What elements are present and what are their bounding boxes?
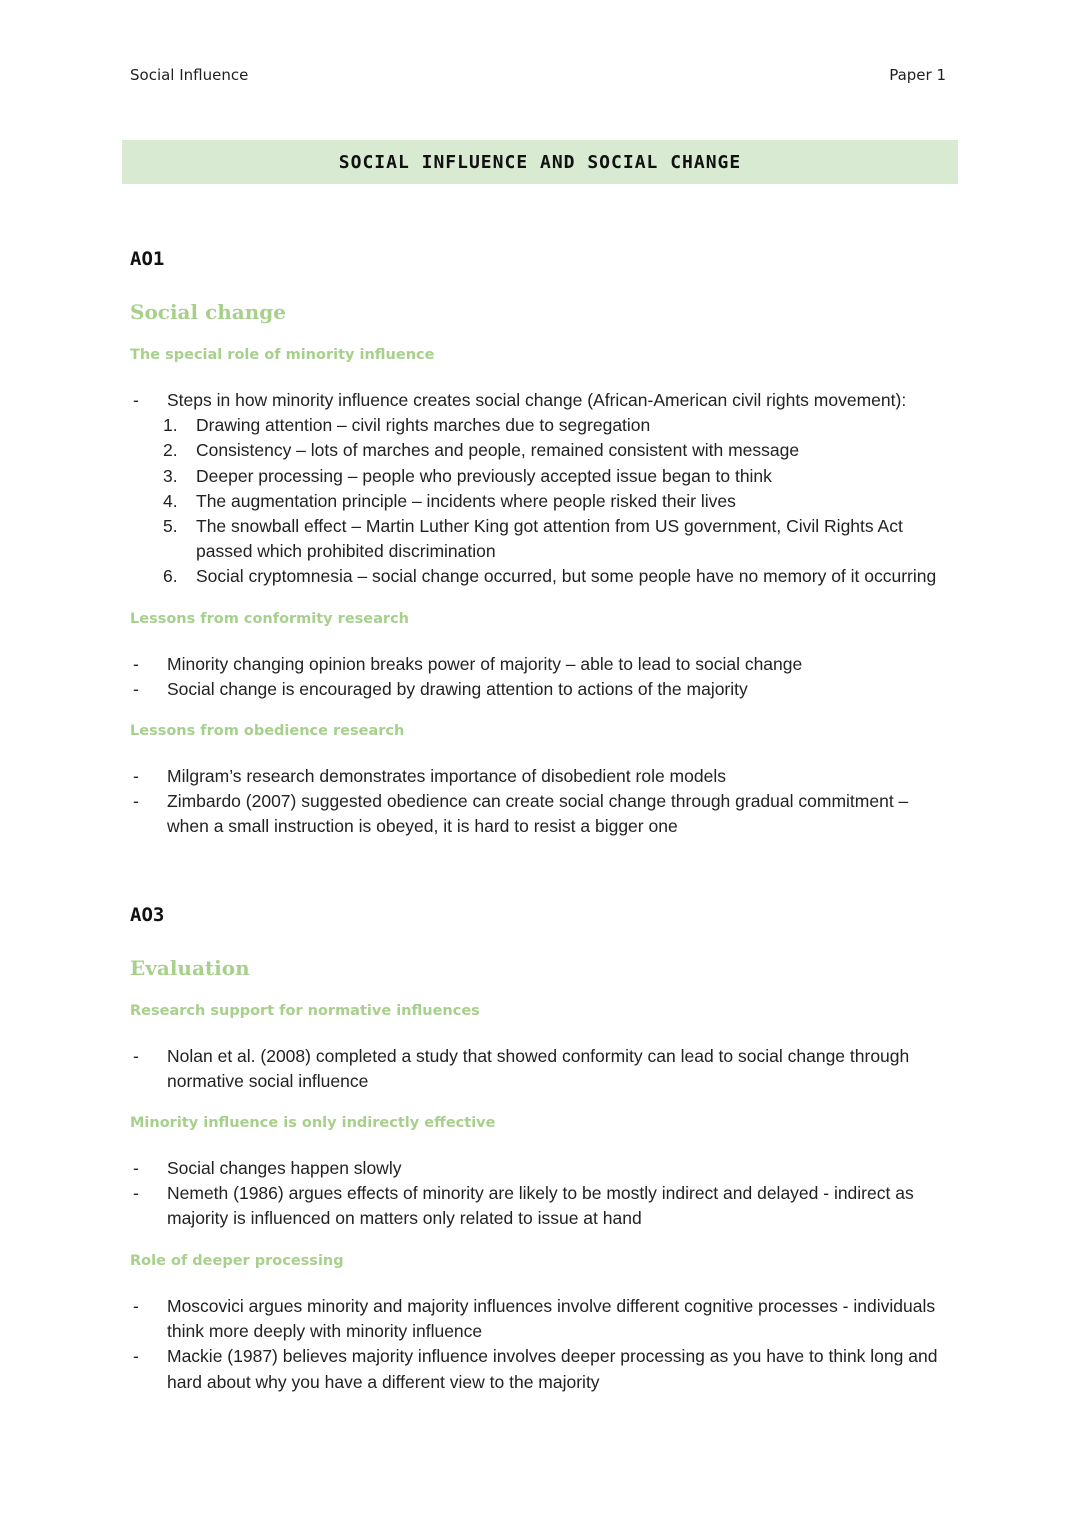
ao1-label: AO1: [130, 248, 165, 270]
list-item: [130, 677, 950, 702]
step-text-line: The snowball effect – Martin Luther King got attention from US government, Civil Rights Act: [196, 516, 903, 537]
list-item-text: [167, 1181, 950, 1231]
bullet-dash: -: [133, 679, 139, 700]
step-text: Social cryptomnesia – social change occurred, but some people have no memory of it occurring: [196, 566, 937, 587]
step-text: [196, 514, 950, 564]
minority-influence-subheading: The special role of minority influence: [130, 347, 435, 363]
list-item-text: Social change is encouraged by drawing attention to actions of the majority: [167, 679, 748, 700]
normative-influences-subheading: Research support for normative influences: [130, 1003, 480, 1019]
step-number: 6.: [163, 566, 178, 587]
list-item-line: Zimbardo (2007) suggested obedience can create social change through gradual commitment –: [167, 791, 909, 812]
numbered-step: [163, 464, 950, 489]
list-item-text: Steps in how minority influence creates social change (African-American civil rights movement):: [167, 390, 907, 410]
list-item: [130, 789, 950, 839]
conformity-research-list: [130, 652, 950, 702]
indirect-effect-subheading: Minority influence is only indirectly effective: [130, 1115, 496, 1131]
obedience-research-subheading: Lessons from obedience research: [130, 723, 405, 739]
header-paper-label: Paper 1: [889, 66, 946, 84]
title-banner: [122, 140, 958, 184]
bullet-dash: -: [133, 1046, 139, 1066]
social-change-heading: Social change: [130, 300, 287, 324]
list-item: [130, 1344, 950, 1394]
list-item: [130, 1181, 950, 1231]
list-item-text: [167, 1344, 950, 1394]
numbered-step: [163, 438, 950, 463]
list-item: [130, 1044, 950, 1094]
list-item-line: hard about why you have a different view to the majority: [167, 1371, 600, 1392]
numbered-step: [163, 489, 950, 514]
list-item-line: normative social influence: [167, 1071, 369, 1092]
list-item-line: think more deeply with minority influence: [167, 1321, 483, 1342]
list-item-line: Moscovici argues minority and majority influences involve different cognitive processes - individuals: [167, 1296, 936, 1316]
list-item-text: [167, 1044, 950, 1094]
ao3-label: AO3: [130, 904, 165, 926]
list-item-text: [167, 1294, 950, 1344]
list-item-line: majority is influenced on matters only related to issue at hand: [167, 1208, 642, 1229]
step-number: 5.: [163, 516, 178, 537]
numbered-step: [163, 413, 950, 438]
list-item-text: Minority changing opinion breaks power of majority – able to lead to social change: [167, 654, 803, 674]
step-number: 3.: [163, 465, 178, 486]
numbered-step: [163, 514, 950, 564]
step-text: Deeper processing – people who previously accepted issue began to think: [196, 465, 772, 486]
minority-influence-list: [130, 388, 950, 590]
bullet-dash: -: [133, 1183, 139, 1204]
step-number: 1.: [163, 415, 178, 436]
step-text: The augmentation principle – incidents where people risked their lives: [196, 490, 736, 511]
list-item: [130, 388, 950, 413]
conformity-research-subheading: Lessons from conformity research: [130, 611, 409, 627]
step-number: 4.: [163, 490, 178, 511]
list-item: [130, 764, 950, 789]
step-text: Consistency – lots of marches and people, remained consistent with message: [196, 440, 800, 461]
list-item: [130, 652, 950, 677]
list-item-text: Social changes happen slowly: [167, 1158, 402, 1178]
list-item-line: when a small instruction is obeyed, it is hard to resist a bigger one: [167, 816, 678, 837]
normative-influences-list: [130, 1044, 950, 1094]
bullet-dash: -: [133, 390, 139, 410]
list-item-line: Nolan et al. (2008) completed a study that showed conformity can lead to social change through: [167, 1046, 910, 1066]
evaluation-heading: Evaluation: [130, 956, 250, 980]
deeper-processing-subheading: Role of deeper processing: [130, 1253, 344, 1269]
indirect-effect-list: [130, 1156, 950, 1232]
list-item-line: Nemeth (1986) argues effects of minority are likely to be mostly indirect and delayed - indirect as: [167, 1183, 914, 1204]
page-title: SOCIAL INFLUENCE AND SOCIAL CHANGE: [338, 151, 742, 173]
list-item: [130, 1156, 950, 1181]
list-item-line: Mackie (1987) believes majority influence involves deeper processing as you have to think long and: [167, 1346, 938, 1367]
list-item-text: Milgram’s research demonstrates importance of disobedient role models: [167, 766, 726, 786]
bullet-dash: -: [133, 766, 139, 786]
step-number: 2.: [163, 440, 178, 461]
header-title: Social Influence: [130, 66, 249, 84]
obedience-research-list: [130, 764, 950, 840]
list-item-text: [167, 789, 950, 839]
numbered-step: [163, 564, 950, 589]
bullet-dash: -: [133, 1346, 139, 1367]
bullet-dash: -: [133, 1296, 139, 1316]
bullet-dash: -: [133, 654, 139, 674]
deeper-processing-list: [130, 1294, 950, 1395]
bullet-dash: -: [133, 1158, 139, 1178]
step-text-line: passed which prohibited discrimination: [196, 541, 496, 562]
bullet-dash: -: [133, 791, 139, 812]
list-item: [130, 1294, 950, 1344]
step-text: Drawing attention – civil rights marches due to segregation: [196, 415, 651, 436]
